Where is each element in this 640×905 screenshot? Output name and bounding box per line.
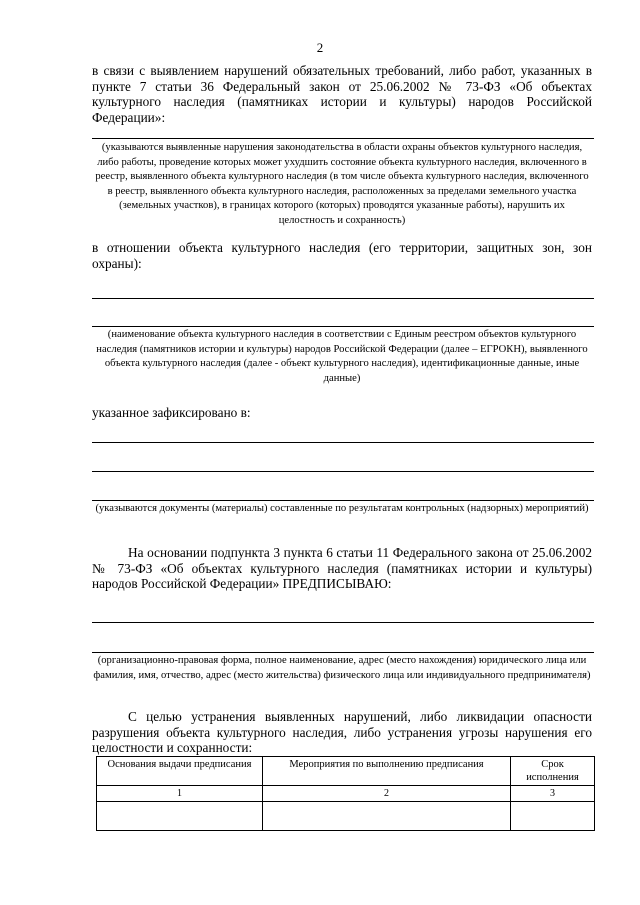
recorded-fill-line-2 xyxy=(92,471,594,472)
object-fill-line-2 xyxy=(92,326,594,327)
object-fill-line-1 xyxy=(92,298,594,299)
basis-paragraph: На основании подпункта 3 пункта 6 статьи 11 Федерального закона от 25.06.2002 № 73-ФЗ «Об объектах культурного наследия (памятниках истории и культуры) народов Российской Федерации» ПРЕДПИСЫВАЮ: xyxy=(92,545,592,591)
header-basis: Основания выдачи предписания xyxy=(97,757,263,786)
table-cell[interactable] xyxy=(263,802,511,831)
recorded-caption: (указываются документы (материалы) составленные по результатам контрольных (надзорных) мероприятий) xyxy=(95,503,589,514)
prescription-table xyxy=(96,756,595,831)
violations-fill-line xyxy=(92,138,594,139)
violations-caption: (указываются выявленные нарушения законодательства в области охраны объектов культурного наследия, либо работы, проведение которых может ухудшить состояние объекта культурного наследия, включенного в реестр, выявленного объекта культурного наследия (в том числе объекта культурного наследия, включенного в реестр, выявленного объекта культурного наследия, расположенных за пределами земельного участка (земельных участков), в границах которого (которых) проводятся указанные работы), нарушить их целостность и сохранность) xyxy=(95,142,589,226)
basis-fill-line-1 xyxy=(92,622,594,623)
violations-paragraph: в связи с выявлением нарушений обязательных требований, либо работ, указанных в пункте 7 статьи 36 Федеральный закон от 25.06.2002 № 73-ФЗ «Об объектах культурного наследия (памятниках истории и культуры) народов Российской Федерации»: xyxy=(92,63,592,125)
basis-caption: (организационно-правовая форма, полное наименование, адрес (место нахождения) юридического лица или фамилия, имя, отчество, адрес (место жительства) физического лица или индивидуального предпринимателя) xyxy=(93,655,591,681)
column-number-2: 2 xyxy=(263,786,511,802)
recorded-fill-line-1 xyxy=(92,442,594,443)
object-paragraph: в отношении объекта культурного наследия (его территории, защитных зон, зон охраны): xyxy=(92,240,592,271)
column-number-1: 1 xyxy=(97,786,263,802)
table-number-row xyxy=(97,786,595,802)
page-number: 2 xyxy=(316,40,324,55)
basis-fill-line-2 xyxy=(92,652,594,653)
purpose-paragraph: С целью устранения выявленных нарушений, либо ликвидации опасности разрушения объекта культурного наследия, либо устранения угрозы нарушения его целостности и сохранности: xyxy=(92,709,592,755)
recorded-paragraph: указанное зафиксировано в: xyxy=(92,405,251,420)
object-caption: (наименование объекта культурного наследия в соответствии с Единым реестром объектов культурного наследия (памятников истории и культуры) народов Российской Федерации (далее – ЕГРОКН), выявленного объекта культурного наследия (далее - объект культурного наследия), идентификационные данные, иные данные) xyxy=(96,329,588,384)
header-measures: Мероприятия по выполнению предписания xyxy=(263,757,511,786)
table-header-row xyxy=(97,757,595,786)
table-cell[interactable] xyxy=(97,802,263,831)
recorded-fill-line-3 xyxy=(92,500,594,501)
column-number-3: 3 xyxy=(511,786,595,802)
header-deadline: Срок исполнения xyxy=(511,757,595,786)
table-row xyxy=(97,802,595,831)
table-cell[interactable] xyxy=(511,802,595,831)
